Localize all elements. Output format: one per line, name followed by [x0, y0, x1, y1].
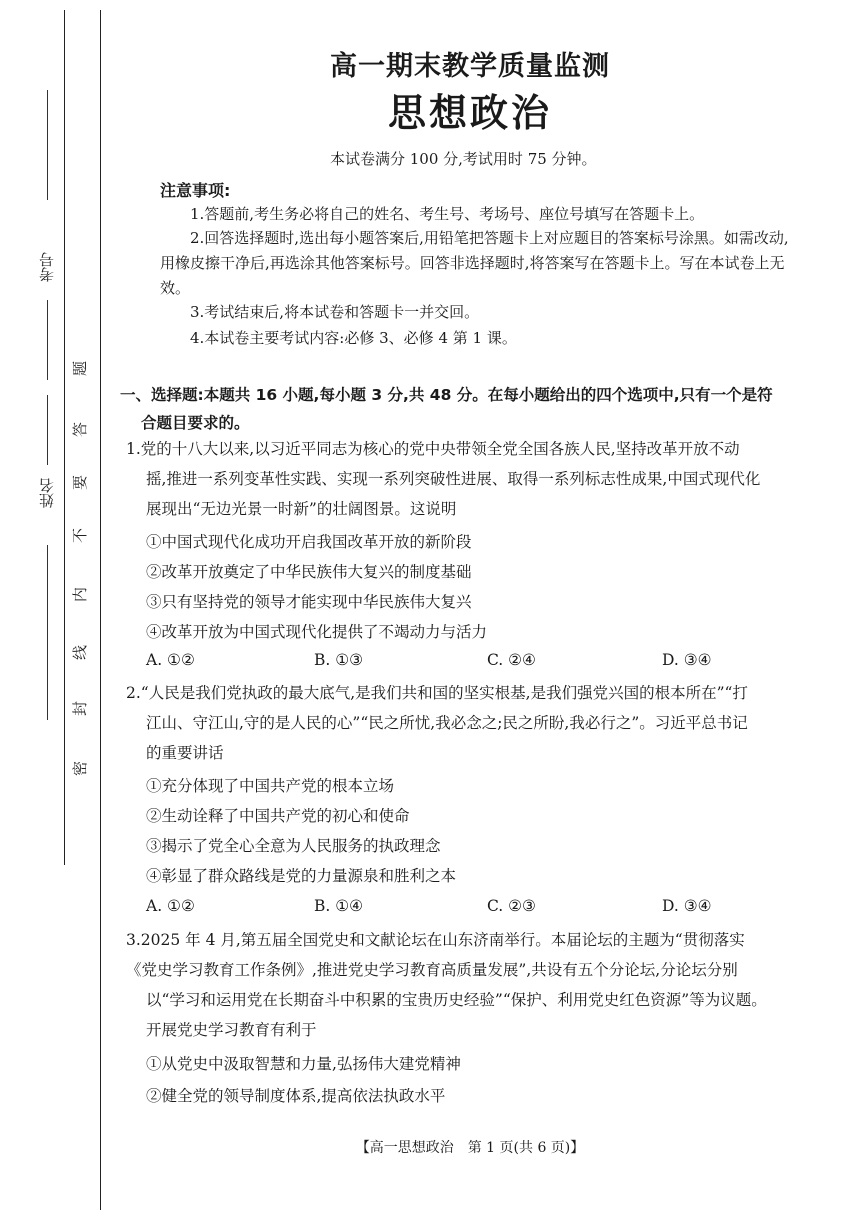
binding-line-outer [64, 10, 65, 865]
statement: ①从党史中汲取智慧和力量,弘扬伟大建党精神 [146, 1055, 461, 1073]
binding-line-inner [100, 10, 101, 1210]
statement: ①中国式现代化成功开启我国改革开放的新阶段 [146, 533, 472, 551]
seal-char: 线 [71, 644, 90, 661]
stem-line: 江山、守江山,守的是人民的心”“民之所忧,我必念之;民之所盼,我必行之”。习近平总书记 [146, 714, 748, 732]
section-heading-line: 一、选择题:本题共 16 小题,每小题 3 分,共 48 分。在每小题给出的四个选项中,只有一个是符 [120, 386, 773, 404]
stem-line: 以“学习和运用党在长期奋斗中积累的宝贵历史经验”“保护、利用党史红色资源”等为议题。 [146, 991, 767, 1009]
note-item: 4.本试卷主要考试内容:必修 3、必修 4 第 1 课。 [190, 329, 517, 347]
exam-number-underline-lower [47, 300, 48, 380]
option-b: B. ①④ [314, 897, 364, 915]
stem-line: 摇,推进一系列变革性实践、实现一系列突破性进展、取得一系列标志性成果,中国式现代化 [146, 470, 761, 488]
statement: ④彰显了群众路线是党的力量源泉和胜利之本 [146, 867, 457, 885]
stem-line: 3.2025 年 4 月,第五届全国党史和文献论坛在山东济南举行。本届论坛的主题为“贯彻落实 [126, 931, 745, 949]
option-c: C. ②④ [487, 651, 536, 669]
name-underline-lower [47, 545, 48, 720]
note-item: 2.回答选择题时,选出每小题答案后,用铅笔把答题卡上对应题目的答案标号涂黑。如需改动,用橡皮擦干净后,再选涂其他答案标号。回答非选择题时,将答案写在答题卡上。写在本试卷上无效。 [160, 229, 789, 297]
page-footer: 【高一思想政治 第 1 页(共 6 页)】 [355, 1140, 585, 1156]
option-a: A. ①② [146, 651, 195, 669]
seal-char: 要 [71, 474, 90, 491]
statement: ②生动诠释了中国共产党的初心和使命 [146, 807, 410, 825]
note-item: 3.考试结束后,将本试卷和答题卡一并交回。 [190, 303, 480, 321]
option-c: C. ②③ [487, 897, 536, 915]
seal-char: 封 [71, 700, 90, 717]
stem-line: 展现出“无边光景一时新”的壮阔图景。这说明 [146, 500, 457, 518]
question-stem [126, 434, 832, 524]
statement: ②健全党的领导制度体系,提高依法执政水平 [146, 1087, 446, 1105]
exam-number-label: 考号 [38, 252, 56, 282]
seal-char: 题 [71, 360, 90, 377]
stem-line: 开展党史学习教育有利于 [146, 1021, 317, 1039]
seal-char: 答 [71, 421, 90, 438]
subject-title: 思想政治 [387, 91, 552, 135]
seal-char: 不 [71, 527, 90, 544]
section-heading-line: 合题目要求的。 [141, 414, 250, 432]
name-label: 姓名 [38, 478, 56, 508]
statement: ③揭示了党全心全意为人民服务的执政理念 [146, 837, 441, 855]
statement: ③只有坚持党的领导才能实现中华民族伟大复兴 [146, 593, 472, 611]
option-a: A. ①② [146, 897, 195, 915]
notes-title: 注意事项: [160, 181, 231, 200]
option-d: D. ③④ [662, 897, 712, 915]
name-underline [47, 395, 48, 465]
question-stem [126, 925, 832, 1045]
section-heading [120, 381, 832, 437]
exam-info: 本试卷满分 100 分,考试用时 75 分钟。 [330, 150, 597, 168]
option-d: D. ③④ [662, 651, 712, 669]
exam-title: 高一期末教学质量监测 [330, 51, 610, 82]
stem-line: 1.党的十八大以来,以习近平同志为核心的党中央带领全党全国各族人民,坚持改革开放不动 [126, 440, 740, 458]
option-b: B. ①③ [314, 651, 364, 669]
question-stem [126, 678, 832, 768]
stem-line: 2.“人民是我们党执政的最大底气,是我们共和国的坚实根基,是我们强党兴国的根本所在”“打 [126, 684, 748, 702]
seal-char: 内 [71, 586, 90, 603]
seal-char: 密 [71, 760, 90, 777]
note-item: 1.答题前,考生务必将自己的姓名、考生号、考场号、座位号填写在答题卡上。 [190, 205, 705, 223]
statement: ④改革开放为中国式现代化提供了不竭动力与活力 [146, 623, 488, 641]
stem-line: 《党史学习教育工作条例》,推进党史学习教育高质量发展”,共设有五个分论坛,分论坛分别 [126, 961, 738, 979]
statement: ②改革开放奠定了中华民族伟大复兴的制度基础 [146, 563, 472, 581]
statement: ①充分体现了中国共产党的根本立场 [146, 777, 395, 795]
stem-line: 的重要讲话 [146, 744, 224, 762]
